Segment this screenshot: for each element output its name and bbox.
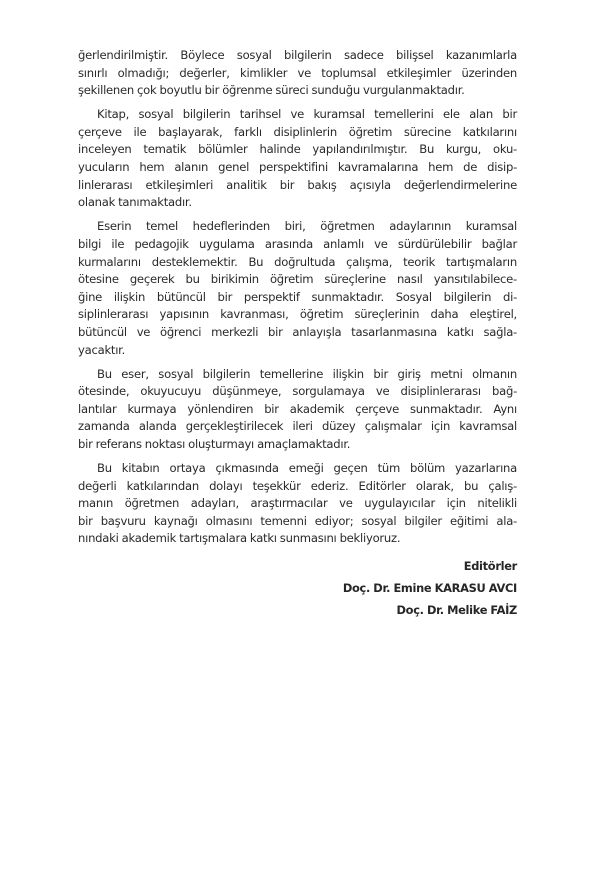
text-line: yacaktır. xyxy=(78,342,126,357)
text-line: değerli katkılarından dolayı teşekkür ederiz. Editörler olarak, bu çalış- xyxy=(78,478,517,493)
text-line: Bu eser, sosyal bilgilerin temellerine ilişkin bir giriş metni olmanın xyxy=(97,366,517,381)
text-line: nındaki akademik tartışmalara katkı sunmasını bekliyoruz. xyxy=(78,531,401,546)
text-line: linlerarası etkileşimleri analitik bir bakış açısıyla değerlendirmelerine xyxy=(78,177,517,192)
paragraph-3 xyxy=(78,218,517,359)
text-line: lantılar kurmaya yönlendiren bir akademik çerçeve sunmaktadır. Aynı xyxy=(78,401,517,416)
text-line: bir referans noktası oluşturmayı amaçlamaktadır. xyxy=(78,436,351,451)
editor-name: Doç. Dr. Emine KARASU AVCI xyxy=(342,580,517,595)
text-line: şekillenen çok boyutlu bir öğrenme süreci sunduğu vurgulanmaktadır. xyxy=(78,83,465,98)
text-line: zamanda alanda gerçekleştirilecek ileri düzey çalışmalar için kavramsal xyxy=(78,419,517,434)
text-line: Kitap, sosyal bilgilerin tarihsel ve kuramsal temellerini ele alan bir xyxy=(97,107,517,122)
text-line: bir başvuru kaynağı olmasını temenni ediyor; sosyal bilgiler eğitimi ala- xyxy=(78,513,517,528)
text-line: ğerlendirilmiştir. Böylece sosyal bilgilerin sadece bilişsel kazanımlarla xyxy=(78,48,517,62)
text-line: bilgi ile pedagojik uygulama arasında anlamlı ve sürdürülebilir bağlar xyxy=(78,236,517,251)
signature-block xyxy=(78,555,517,621)
text-line: siplinlerarası yapısının kavranması, öğretim süreçlerinin daha eleştirel, xyxy=(78,307,517,322)
text-line: Bu kitabın ortaya çıkmasında emeği geçen tüm bölüm yazarlarına xyxy=(97,461,517,476)
text-line: Eserin temel hedeflerinden biri, öğretmen adaylarının kuramsal xyxy=(97,219,517,234)
paragraph-5 xyxy=(78,460,517,548)
text-line: inceleyen tematik bölümler halinde yapılandırılmıştır. Bu kurgu, oku- xyxy=(78,142,517,157)
text-line: olanak tanımaktadır. xyxy=(78,195,192,210)
text-line: yucuların hem alanın genel perspektifini kavramalarına hem de disip- xyxy=(78,160,517,175)
text-line: ötesine geçerek bu birikimin öğretim süreçlerine nasıl yansıtılabilece- xyxy=(78,272,517,287)
text-line: ğine ilişkin bütüncül bir perspektif sunmaktadır. Sosyal bilgilerin di- xyxy=(78,289,517,304)
paragraph-4 xyxy=(78,366,517,454)
text-line: ötesinde, okuyucuyu düşünmeye, sorgulamaya ve disiplinlerarası bağ- xyxy=(78,384,517,399)
text-line: kurmalarını desteklemektir. Bu doğrultuda çalışma, teorik tartışmaların xyxy=(78,254,517,269)
paragraph-1 xyxy=(78,47,517,100)
text-line: bütüncül ve öğrenci merkezli bir anlayışla tasarlanmasına katkı sağla- xyxy=(78,324,517,339)
document-page xyxy=(78,47,517,621)
text-line: sınırlı olmadığı; değerler, kimlikler ve toplumsal etkileşimler üzerinden xyxy=(78,65,517,80)
signature-heading: Editörler xyxy=(463,558,517,573)
editor-name: Doç. Dr. Melike FAİZ xyxy=(396,602,517,617)
text-line: manın öğretmen adayları, araştırmacılar ve uygulayıcılar için nitelikli xyxy=(78,496,517,511)
text-line: çerçeve ile başlayarak, farklı disiplinlerin öğretim sürecine katkılarını xyxy=(78,124,517,139)
paragraph-2 xyxy=(78,106,517,212)
